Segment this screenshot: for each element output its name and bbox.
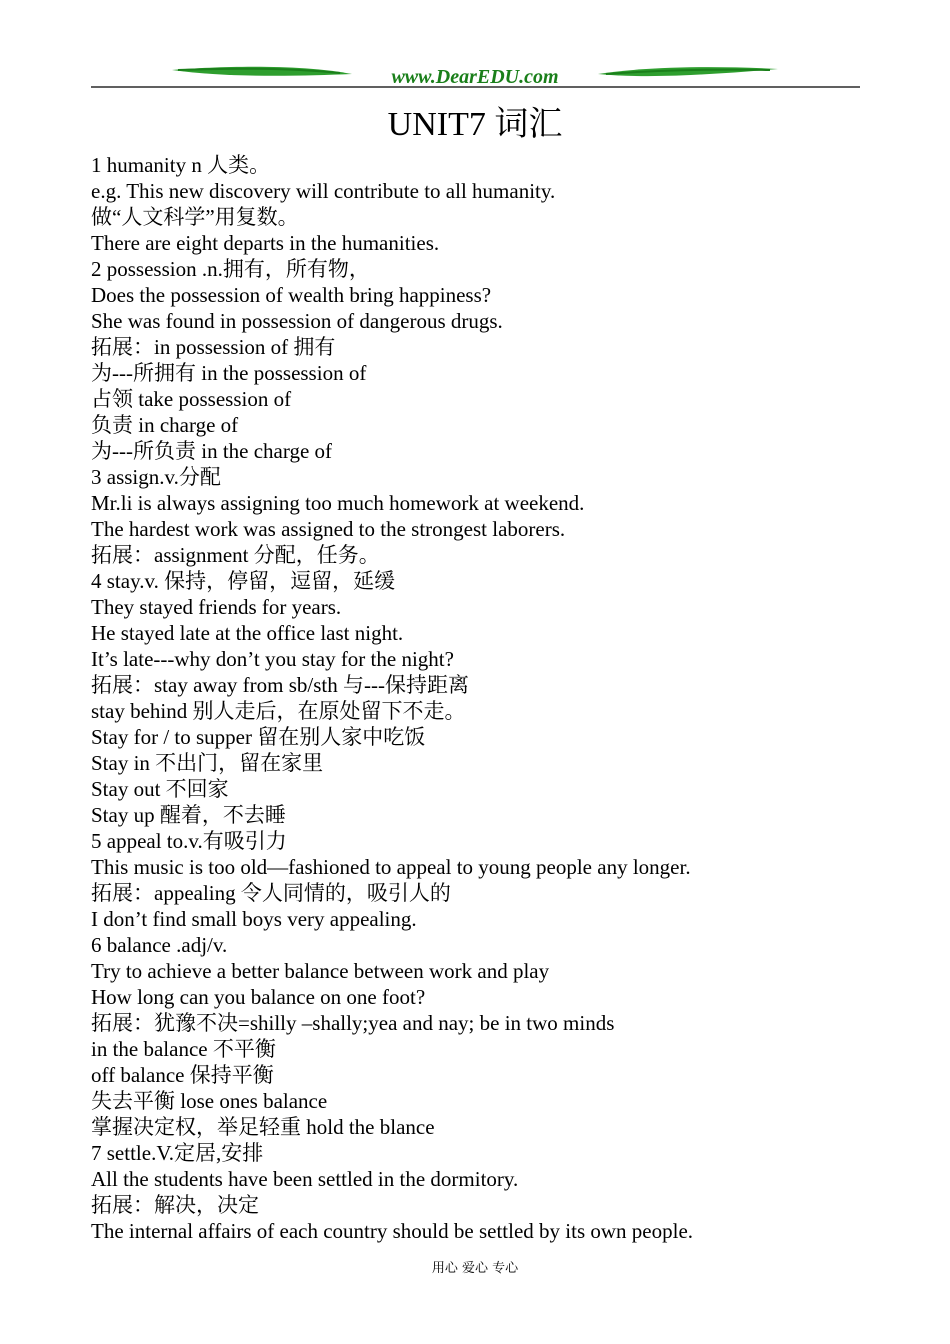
text-line: 5 appeal to.v.有吸引力 — [91, 829, 287, 853]
text-line: 失去平衡 lose ones balance — [91, 1089, 328, 1113]
text-line: The internal affairs of each country should be settled by its own people. — [91, 1219, 694, 1243]
text-line: She was found in possession of dangerous drugs. — [91, 309, 503, 333]
header-banner — [0, 0, 950, 100]
text-line: in the balance 不平衡 — [91, 1037, 276, 1061]
text-line: off balance 保持平衡 — [91, 1063, 274, 1087]
text-line: Does the possession of wealth bring happiness? — [91, 283, 492, 307]
text-line: He stayed late at the office last night. — [91, 621, 404, 645]
page-header — [0, 0, 950, 100]
text-line: 7 settle.V.定居,安排 — [91, 1141, 264, 1165]
text-line: 掌握决定权，举足轻重 hold the blance — [91, 1115, 435, 1139]
text-line: 拓展：stay away from sb/sth 与---保持距离 — [91, 673, 469, 697]
text-line: Stay in 不出门，留在家里 — [91, 751, 324, 775]
text-line: 占领 take possession of — [91, 387, 292, 411]
text-line: 负责 in charge of — [91, 413, 239, 437]
text-line: The hardest work was assigned to the strongest laborers. — [91, 517, 566, 541]
text-line: All the students have been settled in the dormitory. — [91, 1167, 519, 1191]
text-line: I don’t find small boys very appealing. — [91, 907, 417, 931]
text-line: 2 possession .n.拥有，所有物， — [91, 257, 370, 281]
text-line: 4 stay.v. 保持，停留，逗留，延缓 — [91, 569, 396, 593]
text-line: Stay up 醒着，不去睡 — [91, 803, 286, 827]
page-footer: 用心 爱心 专心 — [431, 1261, 519, 1276]
text-line: 拓展：appealing 令人同情的，吸引人的 — [91, 881, 451, 905]
text-line: 6 balance .adj/v. — [91, 933, 228, 957]
text-line: 拓展：犹豫不决=shilly –shally;yea and nay; be in two minds — [91, 1011, 615, 1035]
text-line: There are eight departs in the humanities. — [91, 231, 440, 255]
text-line: This music is too old—fashioned to appeal to young people any longer. — [91, 855, 691, 879]
document-body — [91, 152, 891, 1244]
right-swoosh-icon — [598, 67, 778, 76]
text-line: How long can you balance on one foot? — [91, 985, 426, 1009]
text-line: 为---所拥有 in the possession of — [91, 361, 367, 385]
page-title: UNIT7 词汇 — [387, 106, 563, 143]
text-line: Stay for / to supper 留在别人家中吃饭 — [91, 725, 426, 749]
text-line: 拓展：解决，决定 — [91, 1193, 259, 1217]
text-line: 拓展：in possession of 拥有 — [91, 335, 336, 359]
text-line: It’s late---why don’t you stay for the night? — [91, 647, 454, 671]
text-line: 做“人文科学”用复数。 — [91, 205, 299, 229]
text-line: Stay out 不回家 — [91, 777, 229, 801]
site-logo: www.DearEDU.com — [391, 66, 559, 88]
text-line: They stayed friends for years. — [91, 595, 342, 619]
text-line: 3 assign.v.分配 — [91, 465, 221, 489]
text-line: 为---所负责 in the charge of — [91, 439, 333, 463]
text-line: e.g. This new discovery will contribute to all humanity. — [91, 179, 556, 203]
text-line: stay behind 别人走后，在原处留下不走。 — [91, 699, 466, 723]
text-line: Mr.li is always assigning too much homework at weekend. — [91, 491, 585, 515]
text-line: Try to achieve a better balance between work and play — [91, 959, 550, 983]
text-line: 1 humanity n 人类。 — [91, 153, 271, 177]
text-line: 拓展：assignment 分配，任务。 — [91, 543, 380, 567]
